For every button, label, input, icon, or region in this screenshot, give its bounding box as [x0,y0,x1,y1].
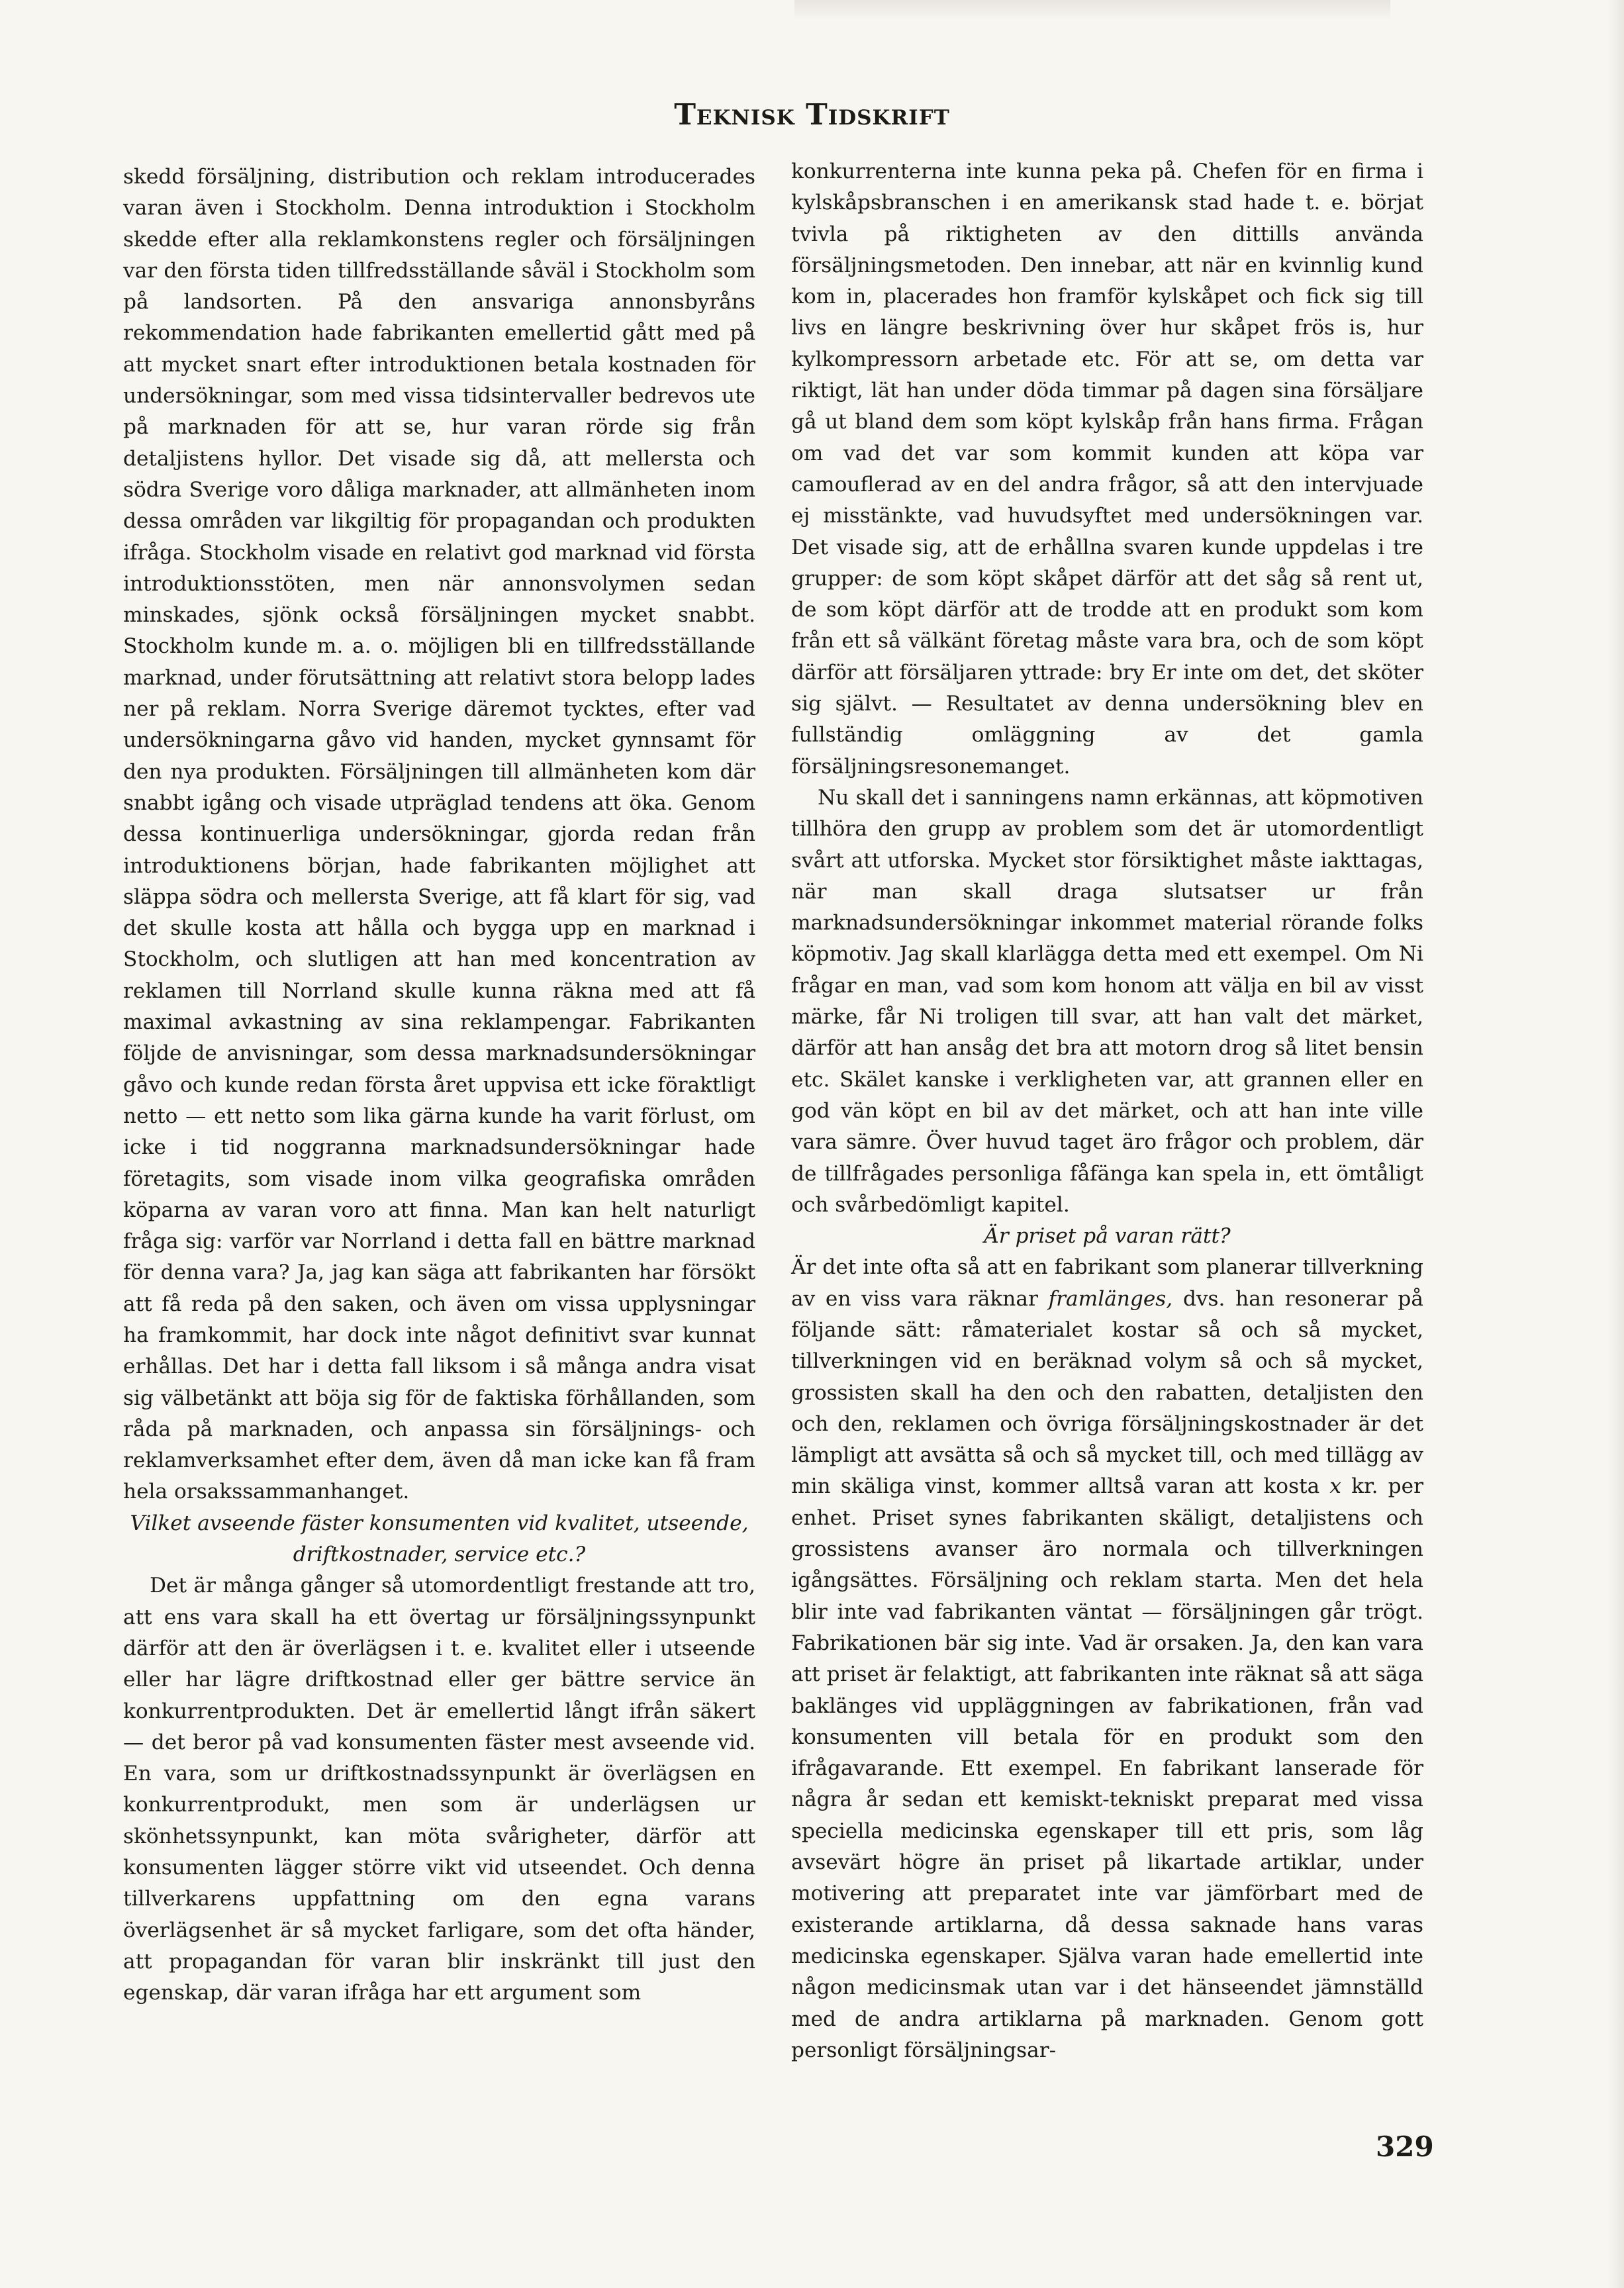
page-number: 329 [1376,2130,1434,2163]
left-column [123,162,755,2009]
journal-header: Teknisk Tidskrift [674,98,950,132]
scan-edge [1608,0,1624,2288]
right-paragraph-3-variable: x [1329,1474,1341,1499]
right-column [791,156,1423,2066]
right-paragraph-1: konkurrenterna inte kunna peka på. Chefen för en firma i kylskåpsbranschen i en amerikansk stad hade t. e. börjat tvivla på riktigheten av den dittills använda försäljningsmetoden. Den innebar, att när en kvinnlig kund kom in, placerades hon framför kylskåpet och fick sig till livs en längre beskrivning över hur skåpet frös is, hur kylkompressorn arbetade etc. För att se, om detta var riktigt, lät han under döda timmar på dagen sina försäljare gå ut bland dem som köpt kylskåp från hans firma. Frågan om vad det var som kommit kunden att köpa var camouflerad av en del andra frågor, så att den intervjuade ej misstänkte, vad huvudsyftet med undersökningen var. Det visade sig, att de erhållna svaren kunde uppdelas i tre grupper: de som köpt skåpet därför att det såg så rent ut, de som köpt därför att de trodde att en produkt som kom från ett så välkänt företag måste vara bra, och de som köpt därför att försäljaren yttrade: bry Er inte om det, det sköter sig självt. — Resultatet av denna undersökning blev en fullständig omläggning av det gamla försäljningsresonemanget. [791,160,1423,779]
right-paragraph-3-part-c: kr. per enhet. Priset synes fabrikanten skäligt, detaljistens och grossistens avanser äro normala och tillverkningen igångsättes. Försäljning och reklam starta. Men det hela blir inte vad fabrikanten väntat — försäljningen går trögt. Fabrikationen bär sig inte. Vad är orsaken. Ja, den kan vara att priset är felaktigt, att fabrikanten inte räknat så att säga baklänges vid uppläggningen av fabrikationen, från vad konsumenten vill betala för en produkt som den ifrågavarande. Ett exempel. En fabrikant lanserade för några år sedan ett kemiskt-tekniskt preparat med vissa speciella medicinska egenskaper till ett pris, som låg avsevärt högre än priset på likartade artiklar, under motivering att preparatet inte var jämförbart med de existerande artiklarna, då dessa saknade hans varas medicinska egenskaper. Själva varan hade emellertid inte någon medicinsmak utan var i det hänseendet jämnställd med de andra artiklarna på marknaden. Genom gott personligt försäljningsar- [791,1474,1423,2062]
right-paragraph-3-emphasis: framlänges, [1048,1286,1173,1311]
left-paragraph-2: Det är många gånger så utomordentligt frestande att tro, att ens vara skall ha ett övertag ur försäljningssynpunkt därför att den är överlägsen i t. e. kvalitet eller i utseende eller har lägre driftkostnad eller ger bättre service än konkurrentprodukten. Det är emellertid långt ifrån säkert — det beror på vad konsumenten fäster mest avseende vid. En vara, som ur driftkostnadssynpunkt är överlägsen en konkurrentprodukt, men som är underlägsen ur skönhetssynpunkt, kan möta svårigheter, därför att konsumenten lägger större vikt vid utseendet. Och denna tillverkarens uppfattning om den egna varans överlägsenhet är så mycket farligare, som det ofta händer, att propagandan för varan blir inskränkt till just den egenskap, där varan ifråga har ett argument som [123,1574,755,2005]
left-paragraph-1: skedd försäljning, distribution och reklam introducerades varan även i Stockholm. Denna introduktion i Stockholm skedde efter alla reklamkonstens regler och försäljningen var den första tiden tillfredsställande såväl i Stockholm som på landsorten. På den ansvariga annonsbyråns rekommendation hade fabrikanten emellertid gått med på att mycket snart efter introduktionen betala kostnaden för undersökningar, som med vissa tidsintervaller bedrevos ute på marknaden för att se, hur varan rörde sig från detaljistens hyllor. Det visade sig då, att mellersta och södra Sverige voro dåliga marknader, att allmänheten inom dessa områden var likgiltig för propagandan och produkten ifråga. Stockholm visade en relativt god marknad vid första introduktionsstöten, men när annonsvolymen sedan minskades, sjönk också försäljningen mycket snabbt. Stockholm kunde m. a. o. möjligen bli en tillfredsställande marknad, under förutsättning att relativt stora belopp lades ner på reklam. Norra Sverige däremot tycktes, efter vad undersökningarna gåvo vid handen, mycket gynnsamt för den nya produkten. Försäljningen till allmänheten kom där snabbt igång och visade utpräglad tendens att öka. Genom dessa kontinuerliga undersökningar, gjorda redan från introduktionens början, hade fabrikanten möjlighet att släppa södra och mellersta Sverige, att få klart för sig, vad det skulle kosta att hålla och bygga upp en marknad i Stockholm, och slutligen att han med koncentration av reklamen till Norrland skulle kunna räkna med att få maximal avkastning av sina reklampengar. Fabrikanten följde de anvisningar, som dessa marknadsundersökningar gåvo och kunde redan första året uppvisa ett icke föraktligt netto — ett netto som lika gärna kunde ha varit förlust, om icke i tid noggranna marknadsundersökningar hade företagits, som visade inom vilka geografiska områden köparna av varan voro att finna. Man kan helt naturligt fråga sig: varför var Norrland i detta fall en bättre marknad för denna vara? Ja, jag kan säga att fabrikanten har försökt att få reda på den saken, och även om vissa upplysningar ha framkommit, har dock inte något definitivt svar kunnat erhållas. Det har i detta fall liksom i så många andra visat sig välbetänkt att böja sig för de faktiska förhållanden, som råda på marknaden, och anpassa sin försäljnings- och reklamverksamhet efter dem, även då man icke kan få fram hela orsakssammanhanget. [123,165,755,1504]
right-paragraph-2: Nu skall det i sanningens namn erkännas, att köpmotiven tillhöra den grupp av problem som det är utomordentligt svårt att utforska. Mycket stor försiktighet måste iakttagas, när man skall draga slutsatser ur från marknadsundersökningar inkommet material rörande folks köpmotiv. Jag skall klarlägga detta med ett exempel. Om Ni frågar en man, vad som kom honom att välja en bil av visst märke, får Ni troligen till svar, att han valt det märket, därför att han ansåg det bra att motorn drog så litet bensin etc. Skälet kanske i verkligheten var, att grannen eller en god vän köpt en bil av det märket, och att han inte ville vara sämre. Över huvud taget äro frågor och problem, där de tillfrågades personliga fåfänga kan spela in, ett ömtåligt och svårbedömligt kapitel. [791,785,1423,1217]
right-paragraph-3 [791,1252,1423,2066]
right-paragraph-3-part-b: dvs. han resonerar på följande sätt: råmaterialet kostar så och så mycket, tillverkningen vid en beräknad volym så och så mycket, grossisten skall ha den och den rabatten, detaljisten den och den, reklamen och övriga försäljningskostnader är det lämpligt att avsätta så och så mycket till, och med tillägg av min skäliga vinst, kommer alltså varan att kosta [791,1286,1423,1499]
right-subheading: Är priset på varan rätt? [984,1224,1231,1249]
right-paragraph-3-part-a: Är det inte ofta så att en fabrikant som planerar tillverkning av en viss vara räknar [791,1255,1423,1311]
left-subheading: Vilket avseende fäster konsumenten vid kvalitet, utseende, driftkostnader, service etc.? [130,1511,749,1567]
scan-shadow [794,0,1390,20]
